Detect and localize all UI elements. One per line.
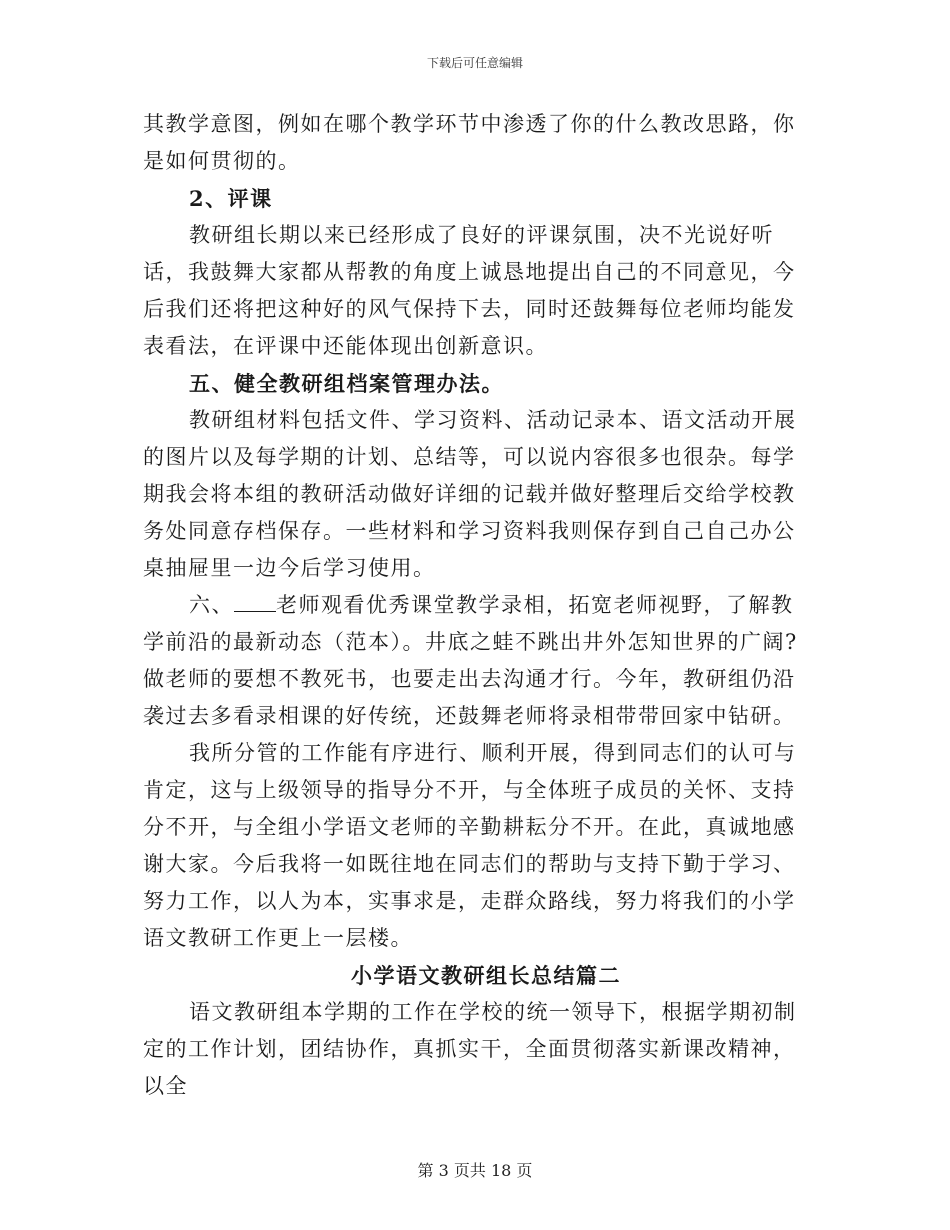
heading-review: 2、评课: [189, 186, 273, 211]
section-title: 小学语文教研组长总结篇二: [351, 963, 621, 988]
fill-in-blank: [234, 589, 276, 612]
page-footer: 第 3 页共 18 页: [417, 1161, 533, 1180]
page-header-note: 下载后可任意编辑: [426, 56, 523, 70]
paragraph-continued: 其教学意图，例如在哪个教学环节中渗透了你的什么教改思路，你是如何贯彻的。: [143, 112, 796, 173]
paragraph-video-prefix: 六、: [189, 593, 234, 617]
paragraph-part-two: 语文教研组本学期的工作在学校的统一领导下，根据学期初制定的工作计划，团结协作，真抓实干，全面贯彻落实新课改精神，以全: [143, 1000, 797, 1098]
heading-archive: 五、健全教研组档案管理办法。: [189, 371, 504, 396]
paragraph-thanks: 我所分管的工作能有序进行、顺利开展，得到同志们的认可与肯定，这与上级领导的指导分不开，与全体班子成员的关怀、支持分不开，与全组小学语文老师的辛勤耕耘分不开。在此，真诚地感谢大家。今后我将一如既往地在同志们的帮助与支持下勤于学习、努力工作，以人为本，实事求是，走群众路线，努力将我们的小学语文教研工作更上一层楼。: [143, 741, 797, 950]
paragraph-review: 教研组长期以来已经形成了良好的评课氛围，决不光说好听话，我鼓舞大家都从帮教的角度上诚恳地提出自己的不同意见，今后我们还将把这种好的风气保持下去，同时还鼓舞每位老师均能发表看法，在评课中还能体现出创新意识。: [143, 223, 796, 358]
document-body: [143, 106, 803, 1105]
paragraph-video-text: 老师观看优秀课堂教学录相，拓宽老师视野，了解教学前沿的最新动态（范本）。井底之蛙不跳出井外怎知世界的广阔?做老师的要想不教死书，也要走出去沟通才行。今年，教研组仍沿袭过去多看录相课的好传统，还鼓舞老师将录相带带回家中钻研。: [143, 593, 798, 728]
paragraph-video: [143, 587, 803, 735]
paragraph-archive: 教研组材料包括文件、学习资料、活动记录本、语文活动开展的图片以及每学期的计划、总结等，可以说内容很多也很杂。每学期我会将本组的教研活动做好详细的记载并做好整理后交给学校教务处同意存档保存。一些材料和学习资料我则保存到自己自己办公桌抽屉里一边今后学习使用。: [143, 408, 797, 580]
